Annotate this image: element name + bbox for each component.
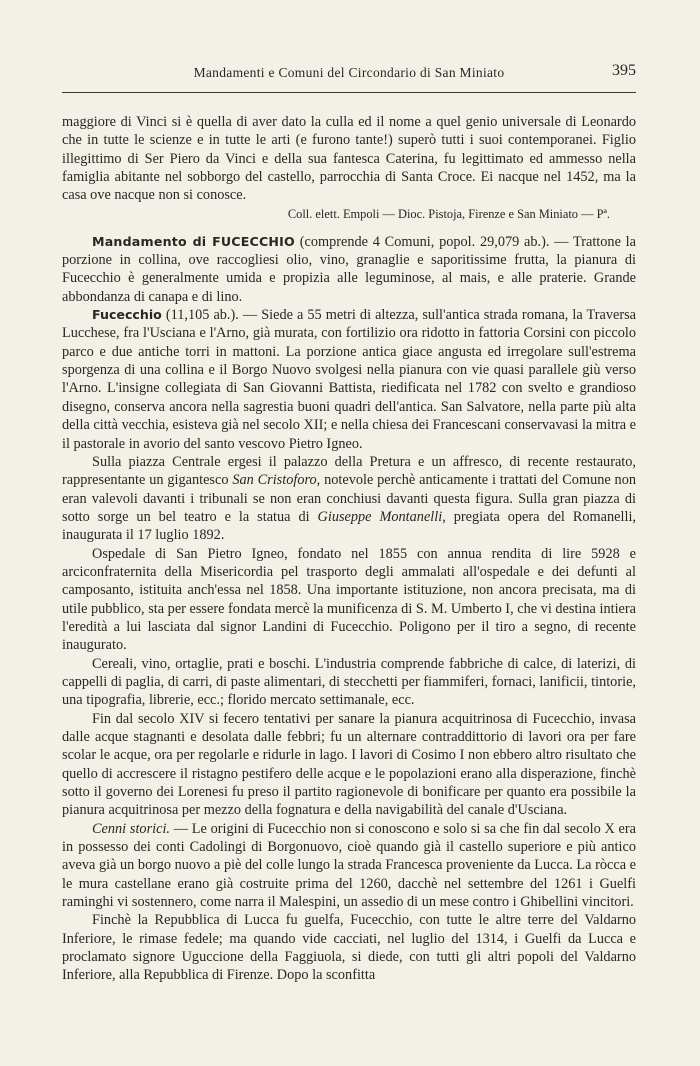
mandamento-text: (comprende 4 Comuni, popol. 29,079 ab.). — Trattone la porzione in collina, ove raccogliesi olio, vino, granaglie e saporitissime frutta, la pianura di Fucecchio è generalmente umida e propizia alle leguminose, al mais, e alle praterie. Grande abbondanza di canapa e di lino. bbox=[62, 233, 636, 305]
fucecchio-heading: Fucecchio bbox=[92, 307, 162, 323]
paragraph-ospedale: Ospedale di San Pietro Igneo, fondato nel 1855 con annua rendita di lire 5928 e arciconfraternita della Misericordia pel trasporto degli ammalati all'ospedale e dei defunti al camposanto, istituita anch'essa nel 1858. Una importante istituzione, non ancora precisata, ma di utile pubblico, sta per essere fondata mercè la munificenza di S. M. Umberto I, che vi destina intiera l'eredità a lui lasciata dal signor Landini di Fucecchio. Poligono per il tiro a segno, di recente inaugurato. bbox=[62, 545, 636, 654]
paragraph-cenni-storici bbox=[62, 820, 636, 912]
fucecchio-text: (11,105 ab.). — Siede a 55 metri di altezza, sull'antica strada romana, la Traversa Lucchese, fra l'Usciana e l'Arno, già murata, con fortilizio ora ridotto in fattoria Corsini con piccolo parco e due antiche torri in mattoni. La porzione antica giace angusta ed irregolare sull'estrema sporgenza di una collina e il Borgo Nuovo svolgesi nella pianura con vie quasi parallele giù verso l'Arno. L'insigne collegiata di San Giovanni Battista, riedificata nel 1782 con svelto e grandioso disegno, conserva ancora nella sagrestia buoni quadri dell'antica. San Salvatore, nella parte più alta della città vecchia, esisteva già nel secolo XII; e nella chiesa dei Francescani conservavasi la mitra e il pastorale in avorio del santo vescovo Pietro Igneo. bbox=[62, 307, 636, 452]
page-body bbox=[62, 113, 636, 985]
paragraph-repubblica: Finchè la Repubblica di Lucca fu guelfa, Fucecchio, con tutte le altre terre del Valdarno Inferiore, le rimase fedele; ma quando vide cacciati, nel luglio del 1314, i Guelfi da Lucca e proclamato signore Uguccione della Faggiuola, si diede, con tutti gli altri popoli del Valdarno Inferiore, alla Repubblica di Firenze. Dopo la sconfitta bbox=[62, 912, 636, 984]
page-number: 395 bbox=[612, 62, 636, 79]
paragraph-bonifica: Fin dal secolo XIV si fecero tentativi per sanare la pianura acquitrinosa di Fucecchio, invasa dalle acque stagnanti e desolata dalle febbri; fu un alternare contraddittorio di lavori ora per fare scolar le acque, ora per regolarle e ridurle in lago. I lavori di Cosimo I non ebbero altro risultato che quello di accrescere il ristagno pestifero delle acque e le popolazioni erano alla disperazione, finchè sotto il governo dei Lorenesi fu preso il partito ragionevole di bonificare per quanto era possibile la pianura acquitrinosa per mezzo della fognatura e della navigabilità del canale d'Usciana. bbox=[62, 710, 636, 819]
cenni-storici-text: — Le origini di Fucecchio non si conoscono e solo si sa che fin dal secolo X era in possesso dei conti Cadolingi di Borgonuovo, cioè quando già il castello superiore e più antico aveva già un borgo nuovo a piè del colle lungo la strada Francesca proveniente da Lucca. La ròcca e le mura castellane erano già costruite prima del 1260, dacchè nel settembre del 1261 i Guelfi raminghi vi sostennero, come narra il Malespini, un assedio di un mese contro i Ghibellini vincitori. bbox=[62, 820, 636, 911]
paragraph-fucecchio bbox=[62, 306, 636, 453]
electoral-note: Coll. elett. Empoli — Dioc. Pistoja, Firenze e San Miniato — Pª. bbox=[287, 206, 610, 221]
paragraph-vinci: maggiore di Vinci si è quella di aver dato la culla ed il nome a quel genio universale di Leonardo che in tutte le scienze e in tutte le arti (e furono tante!) superò tutti i suoi contemporanei. Figlio illegittimo di Ser Piero da Vinci e della sua fantesca Caterina, fu legittimato ed ammesso nella famiglia abitante nel sobborgo del castello, parrocchia di Santa Croce. Ei nacque nel 1452, ma la casa ove nacque non si conosce. bbox=[62, 114, 636, 204]
running-title: Mandamenti e Comuni del Circondario di San Miniato bbox=[193, 65, 505, 80]
paragraph-piazza bbox=[62, 453, 636, 545]
cenni-storici-heading: Cenni storici. bbox=[92, 820, 171, 837]
header-rule bbox=[62, 92, 636, 93]
piazza-text-c: , pregiata opera del Romanelli, inaugurata il 17 luglio 1892. bbox=[62, 508, 636, 544]
giuseppe-montanelli: Giuseppe Montanelli bbox=[317, 508, 443, 525]
piazza-text-a: Sulla piazza Centrale ergesi il palazzo della Pretura e un affresco, di recente restaurato, rappresentante un gigantesco bbox=[62, 453, 636, 489]
paragraph-industria: Cereali, vino, ortaglie, prati e boschi. L'industria comprende fabbriche di calce, di laterizi, di cappelli di paglia, di carri, di paste alimentari, di stecchetti per fiammiferi, fornaci, lanificii, tintorie, una tipografia, librerie, ecc.; florido mercato settimanale, ecc. bbox=[62, 655, 636, 709]
san-cristoforo: San Cristoforo bbox=[232, 472, 317, 489]
mandamento-heading: Mandamento di FUCECCHIO bbox=[92, 233, 295, 249]
page-header bbox=[62, 62, 636, 84]
paragraph-mandamento bbox=[62, 233, 636, 306]
piazza-text-b: , notevole perchè anticamente i trattati del Comune non eran valevoli davanti i tribunali se non eran conchiusi davanti questa figura. Sulla gran piazza di sotto sorge un bel teatro e la statua di bbox=[62, 472, 637, 525]
